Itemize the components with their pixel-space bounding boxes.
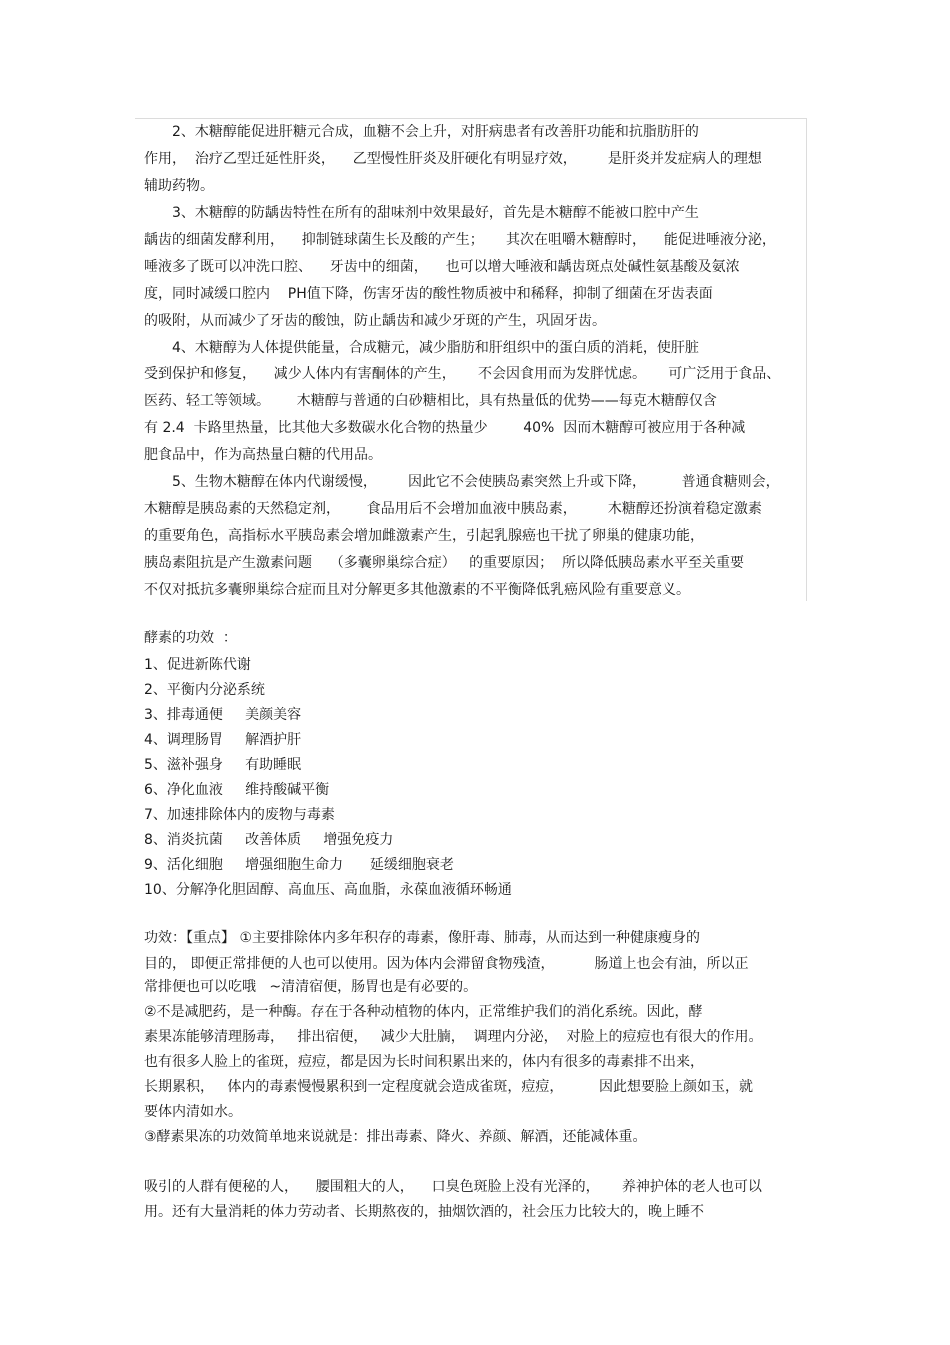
paragraph-line: 木糖醇是胰岛素的天然稳定剂， 食品用后不会增加血液中胰岛素， 木糖醇还扮演着稳定激素: [144, 501, 762, 517]
paragraph-line: 有 2.4 卡路里热量，比其他大多数碳水化合物的热量少 40% 因而木糖醇可被应用于各种减: [144, 420, 746, 436]
paragraph-line: 5、生物木糖醇在体内代谢缓慢， 因此它不会使胰岛素突然上升或下降， 普通食糖则会，: [144, 474, 780, 490]
paragraph-line: 素果冻能够清理肠毒， 排出宿便， 减少大肚腩， 调理内分泌， 对脸上的痘痘也有很大的作用。: [144, 1029, 763, 1045]
paragraph-line: 度，同时减缓口腔内 PH值下降，伤害牙齿的酸性物质被中和稀释，抑制了细菌在牙齿表面: [144, 286, 713, 302]
paragraph-line: 龋齿的细菌发酵利用， 抑制链球菌生长及酸的产生； 其次在咀嚼木糖醇时， 能促进唾液分泌，: [144, 232, 776, 248]
list-item: 7、加速排除体内的废物与毒素: [144, 807, 335, 823]
paragraph-line: 医药、轻工等领域。 木糖醇与普通的白砂糖相比，具有热量低的优势——每克木糖醇仅含: [144, 393, 717, 409]
list-item: 1、促进新陈代谢: [144, 657, 251, 673]
paragraph-line: 功效：【重点】 ①主要排除体内多年积存的毒素，像肝毒、肺毒，从而达到一种健康瘦身的: [144, 930, 700, 946]
list-item: 2、平衡内分泌系统: [144, 682, 265, 698]
paragraph-line: 辅助药物。: [144, 178, 214, 194]
paragraph-line: ②不是减肥药，是一种酶。存在于各种动植物的体内，正常维护我们的消化系统。因此，酵: [144, 1004, 703, 1020]
paragraph-line: 不仅对抵抗多囊卵巢综合症而且对分解更多其他激素的不平衡降低乳癌风险有重要意义。: [144, 582, 690, 598]
paragraph-line: 长期累积， 体内的毒素慢慢累积到一定程度就会造成雀斑，痘痘， 因此想要脸上颜如玉，就: [144, 1079, 753, 1095]
list-item: 8、消炎抗菌 改善体质 增强免疫力: [144, 832, 394, 848]
paragraph-line: 常排便也可以吃哦 ~清清宿便，肠胃也是有必要的。: [144, 979, 478, 995]
paragraph-line: 要体内清如水。: [144, 1104, 242, 1120]
paragraph-line: 作用， 治疗乙型迁延性肝炎， 乙型慢性肝炎及肝硬化有明显疗效， 是肝炎并发症病人的理想: [144, 151, 762, 167]
paragraph-line: 吸引的人群有便秘的人， 腰围粗大的人， 口臭色斑脸上没有光泽的， 养神护体的老人也可以: [144, 1179, 762, 1195]
list-item: 5、滋补强身 有助睡眠: [144, 757, 302, 773]
list-item: 3、排毒通便 美颜美容: [144, 707, 302, 723]
paragraph-line: 用。还有大量消耗的体力劳动者、长期熬夜的，抽烟饮酒的，社会压力比较大的，晚上睡不: [144, 1204, 704, 1220]
paragraph-line: 3、木糖醇的防龋齿特性在所有的甜味剂中效果最好，首先是木糖醇不能被口腔中产生: [144, 205, 699, 221]
paragraph-line: 受到保护和修复， 减少人体内有害酮体的产生， 不会因食用而为发胖忧虑。 可广泛用于食品、: [144, 366, 781, 382]
list-item: 4、调理肠胃 解酒护肝: [144, 732, 302, 748]
paragraph-line: 肥食品中，作为高热量白糖的代用品。: [144, 447, 382, 463]
list-item: 6、净化血液 维持酸碱平衡: [144, 782, 330, 798]
paragraph-line: 目的， 即便正常排便的人也可以使用。因为体内会滞留食物残渣， 肠道上也会有油，所以正: [144, 956, 749, 972]
paragraph-line: ③酵素果冻的功效简单地来说就是：排出毒素、降火、养颜、解酒，还能减体重。: [144, 1129, 647, 1145]
paragraph-line: 的吸附，从而减少了牙齿的酸蚀，防止龋齿和减少牙斑的产生，巩固牙齿。: [144, 313, 606, 329]
paragraph-line: 2、木糖醇能促进肝糖元合成，血糖不会上升，对肝病患者有改善肝功能和抗脂肪肝的: [144, 124, 699, 140]
paragraph-line: 的重要角色，高指标水平胰岛素会增加雌激素产生，引起乳腺癌也干扰了卵巢的健康功能，: [144, 528, 704, 544]
list-item: 9、活化细胞 增强细胞生命力 延缓细胞衰老: [144, 857, 454, 873]
paragraph-line: 胰岛素阻抗是产生激素问题 （多囊卵巢综合症） 的重要原因； 所以降低胰岛素水平至关重要: [144, 555, 745, 571]
paragraph-line: 唾液多了既可以冲洗口腔、 牙齿中的细菌， 也可以增大唾液和龋齿斑点处碱性氨基酸及氨浓: [144, 259, 740, 275]
section-heading: 酵素的功效 ：: [144, 630, 237, 646]
list-item: 10、分解净化胆固醇、高血压、高血脂，永葆血液循环畅通: [144, 882, 512, 898]
paragraph-line: 也有很多人脸上的雀斑，痘痘，都是因为长时间积累出来的，体内有很多的毒素排不出来，: [144, 1054, 704, 1070]
paragraph-line: 4、木糖醇为人体提供能量，合成糖元，减少脂肪和肝组织中的蛋白质的消耗，使肝脏: [144, 340, 699, 356]
